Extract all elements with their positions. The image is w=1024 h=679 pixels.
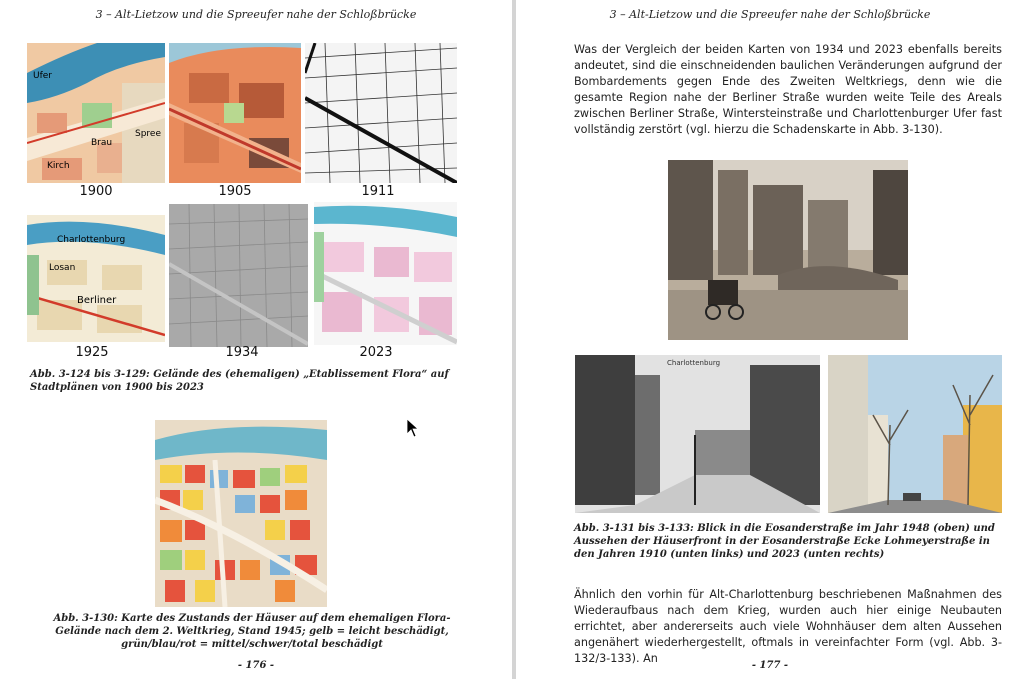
photo-eosanderstrasse-1948 [668, 160, 908, 340]
map-label-ufer: Ufer [33, 71, 52, 81]
running-header: 3 – Alt-Lietzow und die Spreeufer nahe der Schloßbrücke [95, 8, 417, 21]
map-1900 [27, 43, 165, 183]
year-label-1911: 1911 [361, 184, 395, 199]
map-label-berliner: Berliner [77, 295, 117, 306]
damage-map-1945 [155, 420, 327, 607]
year-label-2023: 2023 [359, 345, 393, 360]
running-header: 3 – Alt-Lietzow und die Spreeufer nahe der Schloßbrücke [609, 8, 931, 21]
map-label-brau: Brau [91, 138, 113, 148]
body-paragraph-2: Ähnlich den vorhin für Alt-Charlottenburg beschriebenen Maßnahmen des Wiederaufbaus nach dem Krieg, wurden auch hier einige Neubauten errichtet, aber andererseits auch viele Wohnhäuser dem alten Aussehen angenähert wiederhergestellt, oftmals in vereinfachter Form (vgl. Abb. 3-132/3-133). An [574, 588, 1002, 665]
body-paragraph-1: Was der Vergleich der beiden Karten von 1934 und 2023 ebenfalls bereits andeutet, sind die einschneidenden baulichen Veränderungen aufgrund der Bombardements gegen Ende des Zweiten Weltkriegs, denn wie die gesamte Region nahe der Berliner Straße wurden weite Teile des Areals zwischen Berliner Straße, Wintersteinstraße und Charlottenburger Ufer fast vollständig zerstört (vgl. hierzu die Schadenskarte in Abb. 3-130). [574, 43, 1002, 136]
photo-eosanderstrasse-2023 [828, 355, 1002, 513]
figure-caption-3-131: Abb. 3-131 bis 3-133: Blick in die Eosanderstraße im Jahr 1948 (oben) und Aussehen der Häuserfront in der Eosanderstraße Ecke Lohmeyerstraße in den Jahren 1910 (unten links) und 2023 (unten rechts) [574, 523, 995, 560]
map-2023 [314, 202, 457, 345]
figure-caption-3-130: Abb. 3-130: Karte des Zustands der Häuser auf dem ehemaligen Flora-Gelände nach dem 2. Weltkrieg, Stand 1945; gelb = leicht beschädigt, grün/blau/rot = mittel/schwer/total beschädigt [53, 613, 451, 650]
map-label-charlottenburg: Charlottenburg [57, 235, 126, 245]
map-1934 [169, 204, 308, 347]
year-label-1925: 1925 [75, 345, 109, 360]
map-label-losan: Losan [49, 263, 76, 273]
page-number-right: - 177 - [751, 660, 789, 671]
map-1925 [27, 215, 165, 342]
right-page [516, 0, 1024, 679]
map-1911 [305, 43, 457, 183]
postcard-label: Charlottenburg [667, 359, 721, 367]
page-number-left: - 176 - [237, 660, 275, 671]
year-label-1905: 1905 [218, 184, 252, 199]
map-label-kirch: Kirch [47, 161, 70, 171]
mouse-cursor-icon [406, 418, 420, 438]
map-label-spree: Spree [135, 129, 162, 139]
year-label-1900: 1900 [79, 184, 113, 199]
figure-caption-3-124: Abb. 3-124 bis 3-129: Gelände des (ehemaligen) „Etablissement Flora“ auf Stadtplänen von 1900 bis 2023 [30, 369, 449, 393]
year-label-1934: 1934 [225, 345, 259, 360]
photo-postcard-1910 [575, 355, 820, 513]
map-1905 [169, 43, 301, 183]
